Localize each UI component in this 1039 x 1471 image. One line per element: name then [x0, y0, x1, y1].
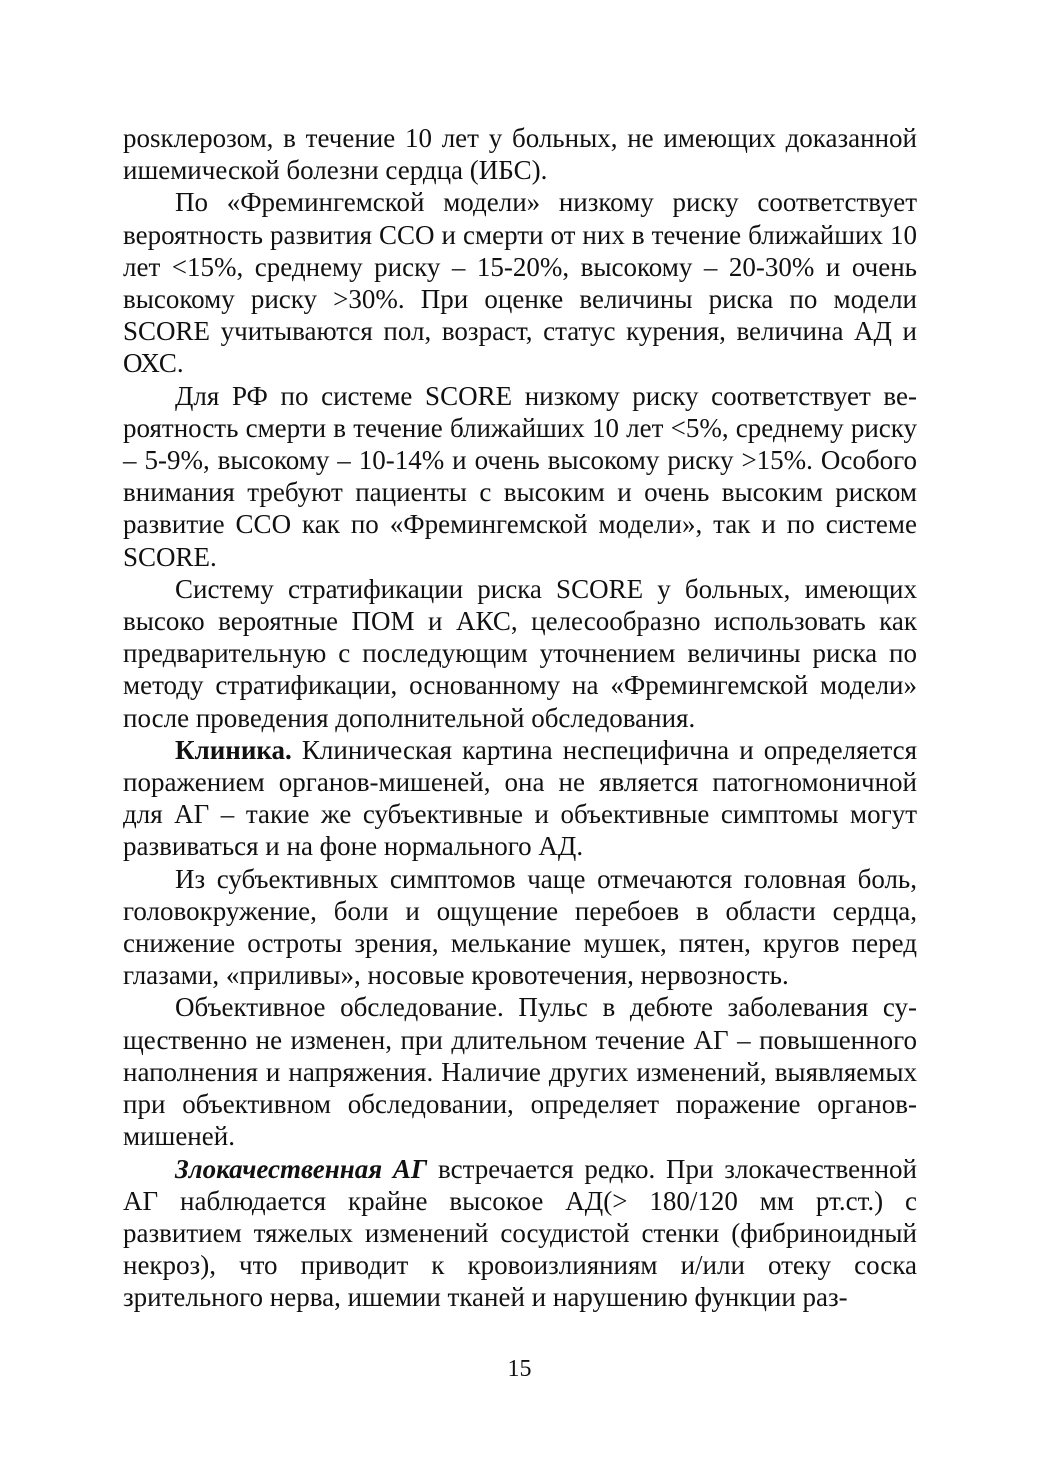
- paragraph-malignant-ag: [123, 1153, 917, 1314]
- clinic-heading: Клиника.: [175, 734, 292, 765]
- paragraph-score-russia: Для РФ по системе SCORE низкому риску соответствует вероятность смерти в течение ближайших 10 лет <5%, среднему риску – 5-9%, высокому – 10-14% и очень высокому риску >15%. Особого внимания требуют пациенты с высоким и очень высоким риском развитие ССО как по «Фремингемской модели», так и по системе SCORE.: [123, 380, 917, 572]
- page-body: [123, 122, 917, 1314]
- malignant-ag-heading: Злокачественная АГ: [175, 1153, 428, 1184]
- paragraph-score-stratification: Систему стратификации риска SCORE у больных, имеющих высоко вероятные ПОМ и АКС, целесообразно использовать как предварительную с последующим уточнением величины риска по методу стратификации, основанному на «Фремингемской модели» после проведения дополнительной обследования.: [123, 573, 917, 733]
- paragraph-continuation: рosклерозом, в течение 10 лет у больных, не имеющих доказанной ишемической болезни сердца (ИБС).: [123, 123, 917, 186]
- malignant-ag-text: встречается редко. При злокачественной АГ наблюдается крайне высокое АД(> 180/120 мм рт.ст.) с развитием тяжелых изменений сосудистой стенки (фибриноидный некроз), что приводит к кровоизлияниям и/или отеку соска зрительного нерва, ишемии тканей и нарушению функции раз-: [123, 1153, 917, 1313]
- paragraph-clinic: [123, 734, 917, 863]
- paragraph-subjective-symptoms: Из субъективных симптомов чаще отмечаются головная боль, головокружение, боли и ощущение перебоев в области сердца, снижение остроты зрения, мелькание мушек, пятен, кругов перед глазами, «приливы», носовые кровотечения, нервозность.: [123, 863, 917, 991]
- clinic-text: Клиническая картина неспецифична и определяется поражением органов-мишеней, она не является патогномоничной для АГ – такие же субъективные и объективные симптомы могут развиваться и на фоне нормального АД.: [123, 734, 917, 862]
- paragraph-framingham-model: По «Фремингемской модели» низкому риску соответствует вероятность развития ССО и смерти от них в течение ближайших 10 лет <15%, среднему риску – 15-20%, высокому – 20-30% и очень высокому риску >30%. При оценке величины риска по модели SCORE учитываются пол, возраст, статус курения, величина АД и ОХС.: [123, 187, 917, 379]
- page-number: 15: [507, 1356, 532, 1382]
- paragraph-objective-exam: Объективное обследование. Пульс в дебюте заболевания существенно не изменен, при длительном течение АГ – повышенного наполнения и напряжения. Наличие других изменений, выявляемых при объективном обследовании, определяет поражение органов-мишеней.: [123, 992, 917, 1152]
